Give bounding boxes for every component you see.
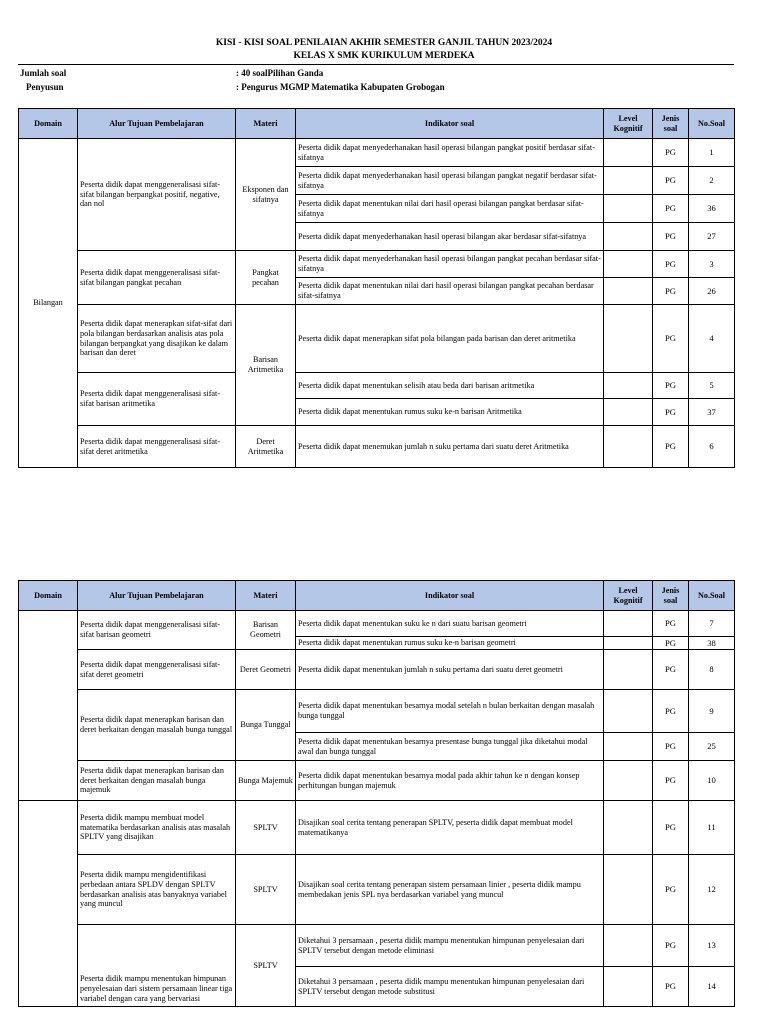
table-row xyxy=(19,426,735,468)
no-soal-cell: 4 xyxy=(689,305,735,373)
level-cell xyxy=(604,967,653,1007)
level-cell xyxy=(604,399,653,426)
materi-cell: Pangkat pecahan xyxy=(236,251,296,305)
indikator-cell: Peserta didik dapat menyederhanakan hasil operasi bilangan akar berdasar sifat-sifatnya xyxy=(296,223,604,251)
table-row xyxy=(19,761,735,801)
col-indikator: Indikator soal xyxy=(296,109,604,139)
jenis-cell: PG xyxy=(653,801,689,855)
col-alur-tujuan: Alur Tujuan Pembelajaran xyxy=(78,581,236,611)
indikator-cell: Peserta didik dapat menyederhanakan hasil operasi bilangan pangkat positif berdasar sifat-sifatnya xyxy=(296,139,604,167)
col-indikator: Indikator soal xyxy=(296,581,604,611)
col-level-kognitif: Level Kognitif xyxy=(604,581,653,611)
col-level-kognitif: Level Kognitif xyxy=(604,109,653,139)
jenis-cell: PG xyxy=(653,690,689,733)
atp-cell: Peserta didik dapat menerapkan barisan dan deret berkaitan dengan masalah bunga tunggal xyxy=(78,690,236,761)
atp-cell: Peserta didik dapat menggeneralisasi sifat-sifat barisan aritmetika xyxy=(78,373,236,426)
level-cell xyxy=(604,251,653,278)
materi-cell: Barisan Geometri xyxy=(236,611,296,650)
jenis-cell: PG xyxy=(653,611,689,637)
document-subtitle: KELAS X SMK KURIKULUM MERDEKA xyxy=(293,51,475,61)
table-header-row xyxy=(19,581,735,611)
title-rule xyxy=(18,64,734,65)
no-soal-cell: 6 xyxy=(689,426,735,468)
col-alur-tujuan: Alur Tujuan Pembelajaran xyxy=(78,109,236,139)
jenis-cell: PG xyxy=(653,223,689,251)
no-soal-cell: 26 xyxy=(689,278,735,305)
domain-cell xyxy=(19,611,78,801)
jenis-cell: PG xyxy=(653,373,689,399)
jenis-cell: PG xyxy=(653,733,689,761)
level-cell xyxy=(604,761,653,801)
indikator-cell: Disajikan soal cerita tentang penerapan SPLTV, peserta didik dapat membuat model matematikanya xyxy=(296,801,604,855)
indikator-cell: Disajikan soal cerita tentang penerapan sistem persamaan linier , peserta didik mampu membedakan jenis SPL nya berdasarkan variabel yang muncul xyxy=(296,855,604,925)
col-no-soal: No.Soal xyxy=(689,109,735,139)
indikator-cell: Peserta didik dapat menerapkan sifat pola bilangan pada barisan dan deret aritmetika xyxy=(296,305,604,373)
no-soal-cell: 7 xyxy=(689,611,735,637)
no-soal-cell: 2 xyxy=(689,167,735,195)
level-cell xyxy=(604,167,653,195)
level-cell xyxy=(604,650,653,690)
jenis-cell: PG xyxy=(653,167,689,195)
page-break-gap xyxy=(0,470,768,578)
atp-cell: Peserta didik dapat menggeneralisasi sifat-sifat barisan geometri xyxy=(78,611,236,650)
table-row xyxy=(19,650,735,690)
atp-cell: Peserta didik dapat menggeneralisasi sifat-sifat deret geometri xyxy=(78,650,236,690)
level-cell xyxy=(604,305,653,373)
table-row xyxy=(19,305,735,373)
no-soal-cell: 13 xyxy=(689,925,735,967)
penyusun-value: : Pengurus MGMP Matematika Kabupaten Grobogan xyxy=(236,82,445,92)
col-domain: Domain xyxy=(19,581,78,611)
col-materi: Materi xyxy=(236,109,296,139)
materi-cell: Barisan Aritmetika xyxy=(236,305,296,426)
jumlah-soal-label: Jumlah soal xyxy=(20,68,67,78)
level-cell xyxy=(604,855,653,925)
no-soal-cell: 9 xyxy=(689,690,735,733)
level-cell xyxy=(604,373,653,399)
indikator-cell: Peserta didik dapat menentukan rumus suku ke-n barisan Aritmetika xyxy=(296,399,604,426)
indikator-cell: Peserta didik dapat menentukan rumus suku ke-n barisan geometri xyxy=(296,637,604,650)
table-row xyxy=(19,801,735,855)
atp-cell: Peserta didik mampu membuat model matematika berdasarkan analisis atas masalah SPLTV yang disajikan xyxy=(78,801,236,855)
jenis-cell: PG xyxy=(653,305,689,373)
no-soal-cell: 1 xyxy=(689,139,735,167)
no-soal-cell: 12 xyxy=(689,855,735,925)
indikator-cell: Peserta didik dapat menyederhanakan hasil operasi bilangan pangkat negatif berdasar sifat-sifatnya xyxy=(296,167,604,195)
materi-cell: Eksponen dan sifatnya xyxy=(236,139,296,251)
kisi-table-page-2 xyxy=(18,580,735,1007)
domain-cell xyxy=(19,801,78,1007)
no-soal-cell: 3 xyxy=(689,251,735,278)
jenis-cell: PG xyxy=(653,251,689,278)
no-soal-cell: 5 xyxy=(689,373,735,399)
materi-cell: Deret Aritmetika xyxy=(236,426,296,468)
indikator-cell: Diketahui 3 persamaan , peserta didik mampu menentukan himpunan penyelesaian dari SPLTV tersebut dengan metode substitusi xyxy=(296,967,604,1007)
table-row xyxy=(19,690,735,733)
col-materi: Materi xyxy=(236,581,296,611)
jumlah-soal-value: : 40 soalPilihan Ganda xyxy=(236,68,324,78)
indikator-cell: Peserta didik dapat menentukan nilai dari hasil operasi bilangan pangkat pecahan berdasar sifat-sifatnya xyxy=(296,278,604,305)
level-cell xyxy=(604,426,653,468)
atp-cell: Peserta didik dapat menggeneralisasi sifat-sifat bilangan berpangkat positif, negative, dan nol xyxy=(78,139,236,251)
jenis-cell: PG xyxy=(653,139,689,167)
level-cell xyxy=(604,139,653,167)
no-soal-cell: 36 xyxy=(689,195,735,223)
materi-cell: SPLTV xyxy=(236,925,296,1007)
no-soal-cell: 11 xyxy=(689,801,735,855)
col-jenis-soal: Jenis soal xyxy=(653,581,689,611)
level-cell xyxy=(604,690,653,733)
domain-cell: Bilangan xyxy=(19,139,78,468)
document-title: KISI - KISI SOAL PENILAIAN AKHIR SEMESTER GANJIL TAHUN 2023/2024 xyxy=(215,38,553,48)
materi-cell: Deret Geometri xyxy=(236,650,296,690)
materi-cell: SPLTV xyxy=(236,801,296,855)
jenis-cell: PG xyxy=(653,967,689,1007)
jenis-cell: PG xyxy=(653,925,689,967)
indikator-cell: Diketahui 3 persamaan , peserta didik mampu menentukan himpunan penyelesaian dari SPLTV tersebut dengan metode eliminasi xyxy=(296,925,604,967)
indikator-cell: Peserta didik dapat menentukan besarnya modal pada akhir tahun ke n dengan konsep perhitungan bungan majemuk xyxy=(296,761,604,801)
table-row xyxy=(19,855,735,925)
no-soal-cell: 10 xyxy=(689,761,735,801)
no-soal-cell: 8 xyxy=(689,650,735,690)
atp-cell: Peserta didik dapat menggeneralisasi sifat-sifat bilangan pangkat pecahan xyxy=(78,251,236,305)
no-soal-cell: 27 xyxy=(689,223,735,251)
col-domain: Domain xyxy=(19,109,78,139)
table-row xyxy=(19,925,735,967)
jenis-cell: PG xyxy=(653,855,689,925)
indikator-cell: Peserta didik dapat menemukan jumlah n suku pertama dari suatu deret Aritmetika xyxy=(296,426,604,468)
materi-cell: Bunga Tunggal xyxy=(236,690,296,761)
atp-cell: Peserta didik mampu mengidentifikasi perbedaan antara SPLDV dengan SPLTV berdasarkan analisis atas banyaknya variabel yang muncul xyxy=(78,855,236,925)
no-soal-cell: 38 xyxy=(689,637,735,650)
table-row xyxy=(19,139,735,167)
indikator-cell: Peserta didik dapat menentukan selisih atau beda dari barisan aritmetika xyxy=(296,373,604,399)
indikator-cell: Peserta didik dapat menentukan nilai dari hasil operasi bilangan pangkat berdasar sifat-sifatnya xyxy=(296,195,604,223)
indikator-cell: Peserta didik dapat menyederhanakan hasil operasi bilangan pangkat pecahan berdasar sifat-sifatnya xyxy=(296,251,604,278)
table-row xyxy=(19,611,735,637)
level-cell xyxy=(604,223,653,251)
level-cell xyxy=(604,278,653,305)
no-soal-cell: 37 xyxy=(689,399,735,426)
col-no-soal: No.Soal xyxy=(689,581,735,611)
level-cell xyxy=(604,637,653,650)
jenis-cell: PG xyxy=(653,426,689,468)
no-soal-cell: 25 xyxy=(689,733,735,761)
jenis-cell: PG xyxy=(653,650,689,690)
level-cell xyxy=(604,925,653,967)
level-cell xyxy=(604,801,653,855)
jenis-cell: PG xyxy=(653,761,689,801)
kisi-table-page-1 xyxy=(18,108,735,468)
indikator-cell: Peserta didik dapat menentukan jumlah n suku pertama dari suatu deret geometri xyxy=(296,650,604,690)
jenis-cell: PG xyxy=(653,278,689,305)
atp-cell: Peserta didik dapat menerapkan barisan dan deret berkaitan dengan masalah bunga majemuk xyxy=(78,761,236,801)
atp-cell: Peserta didik dapat menerapkan sifat-sifat dari pola bilangan berdasarkan analisis atas pola bilangan berpangkat yang disajikan ke dalam barisan dan deret xyxy=(78,305,236,373)
jenis-cell: PG xyxy=(653,637,689,650)
penyusun-label: Penyusun xyxy=(26,82,64,92)
atp-cell: Peserta didik mampu menentukan himpunan penyelesaian dari sistem persamaan linear tiga variabel dengan cara yang bervariasi xyxy=(78,925,236,1007)
materi-cell: SPLTV xyxy=(236,855,296,925)
level-cell xyxy=(604,195,653,223)
col-jenis-soal: Jenis soal xyxy=(653,109,689,139)
materi-cell: Bunga Majemuk xyxy=(236,761,296,801)
table-header-row xyxy=(19,109,735,139)
atp-cell: Peserta didik dapat menggeneralisasi sifat-sifat deret aritmetika xyxy=(78,426,236,468)
jenis-cell: PG xyxy=(653,195,689,223)
indikator-cell: Peserta didik dapat menentukan besarnya modal setelah n bulan berkaitan dengan masalah bunga tunggal xyxy=(296,690,604,733)
level-cell xyxy=(604,733,653,761)
jenis-cell: PG xyxy=(653,399,689,426)
table-row xyxy=(19,373,735,399)
no-soal-cell: 14 xyxy=(689,967,735,1007)
indikator-cell: Peserta didik dapat menentukan besarnya presentase bunga tunggal jika diketahui modal awal dan bunga tunggal xyxy=(296,733,604,761)
level-cell xyxy=(604,611,653,637)
table-row xyxy=(19,251,735,278)
indikator-cell: Peserta didik dapat menentukan suku ke n dari suatu barisan geometri xyxy=(296,611,604,637)
